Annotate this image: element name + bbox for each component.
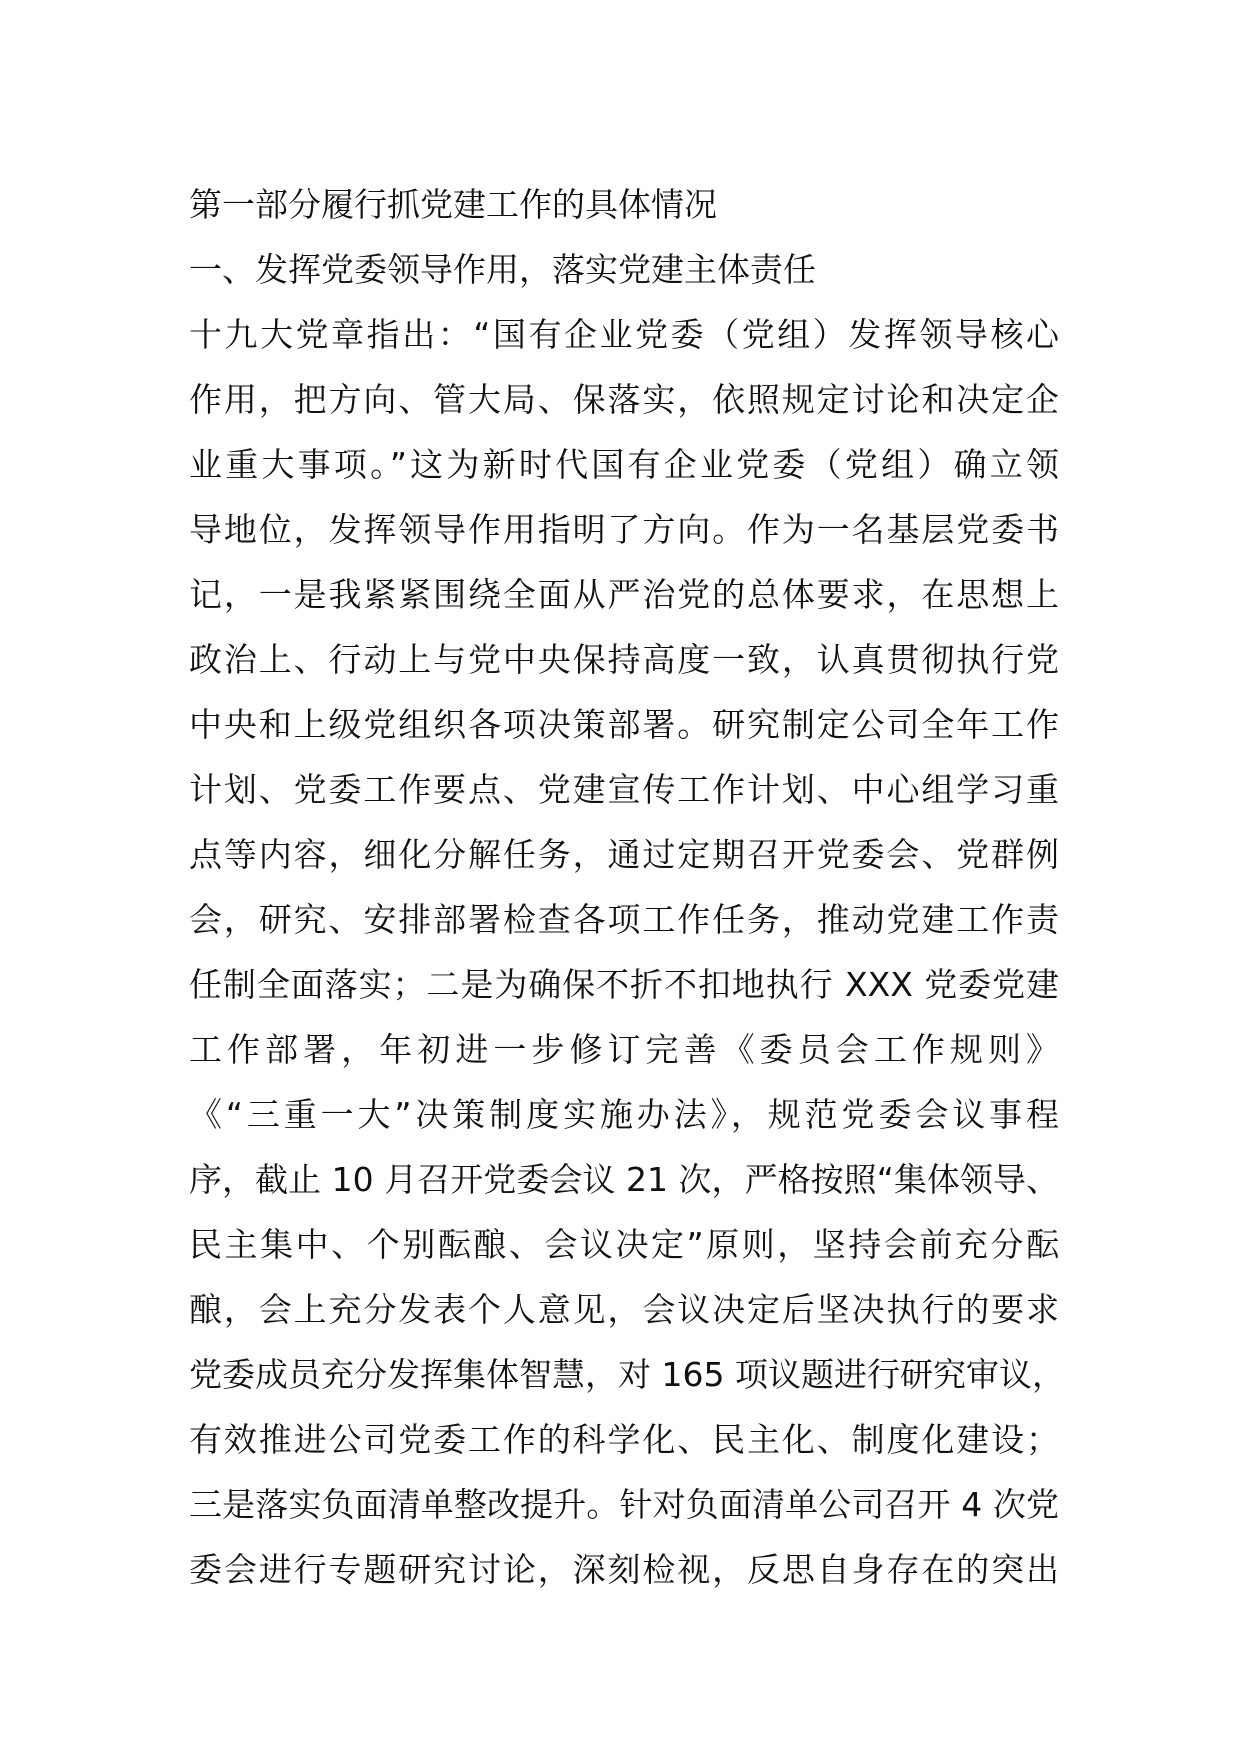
body-line: 委会进行专题研究讨论，深刻检视，反思自身存在的突出 — [189, 1550, 1059, 1589]
body-line: 计划、党委工作要点、党建宣传工作计划、中心组学习重 — [189, 770, 1059, 809]
body-line: 《“三重一大”决策制度实施办法》，规范党委会议事程 — [189, 1095, 1059, 1134]
body-line: 十九大党章指出：“国有企业党委（党组）发挥领导核心 — [189, 315, 1059, 354]
body-line: 导地位，发挥领导作用指明了方向。作为一名基层党委书 — [189, 510, 1059, 549]
body-line: 作用，把方向、管大局、保落实，依照规定讨论和决定企 — [189, 380, 1059, 419]
body-line: 民主集中、个别酝酿、会议决定”原则，坚持会前充分酝 — [189, 1225, 1059, 1264]
body-line: 三是落实负面清单整改提升。针对负面清单公司召开 4 次党 — [189, 1485, 1059, 1524]
section-title: 一、发挥党委领导作用，落实党建主体责任 — [189, 250, 816, 289]
body-line: 工作部署，年初进一步修订完善《委员会工作规则》 — [189, 1030, 1059, 1069]
body-line: 有效推进公司党委工作的科学化、民主化、制度化建设； — [189, 1420, 1059, 1459]
body-line: 会，研究、安排部署检查各项工作任务，推动党建工作责 — [189, 900, 1059, 939]
body-line: 序，截止 10 月召开党委会议 21 次，严格按照“集体领导、 — [189, 1160, 1059, 1199]
body-line: 党委成员充分发挥集体智慧，对 165 项议题进行研究审议， — [189, 1355, 1065, 1394]
body-line: 政治上、行动上与党中央保持高度一致，认真贯彻执行党 — [189, 640, 1059, 679]
body-line: 酿，会上充分发表个人意见，会议决定后坚决执行的要求 — [189, 1290, 1059, 1329]
part-title: 第一部分履行抓党建工作的具体情况 — [189, 185, 717, 224]
body-line: 任制全面落实；二是为确保不折不扣地执行 XXX 党委党建 — [189, 965, 1059, 1004]
document-body — [189, 172, 1065, 1602]
body-line: 业重大事项。”这为新时代国有企业党委（党组）确立领 — [189, 445, 1059, 484]
body-line: 中央和上级党组织各项决策部署。研究制定公司全年工作 — [189, 705, 1059, 744]
body-line: 点等内容，细化分解任务，通过定期召开党委会、党群例 — [189, 835, 1059, 874]
body-line: 记，一是我紧紧围绕全面从严治党的总体要求，在思想上 — [189, 575, 1059, 614]
